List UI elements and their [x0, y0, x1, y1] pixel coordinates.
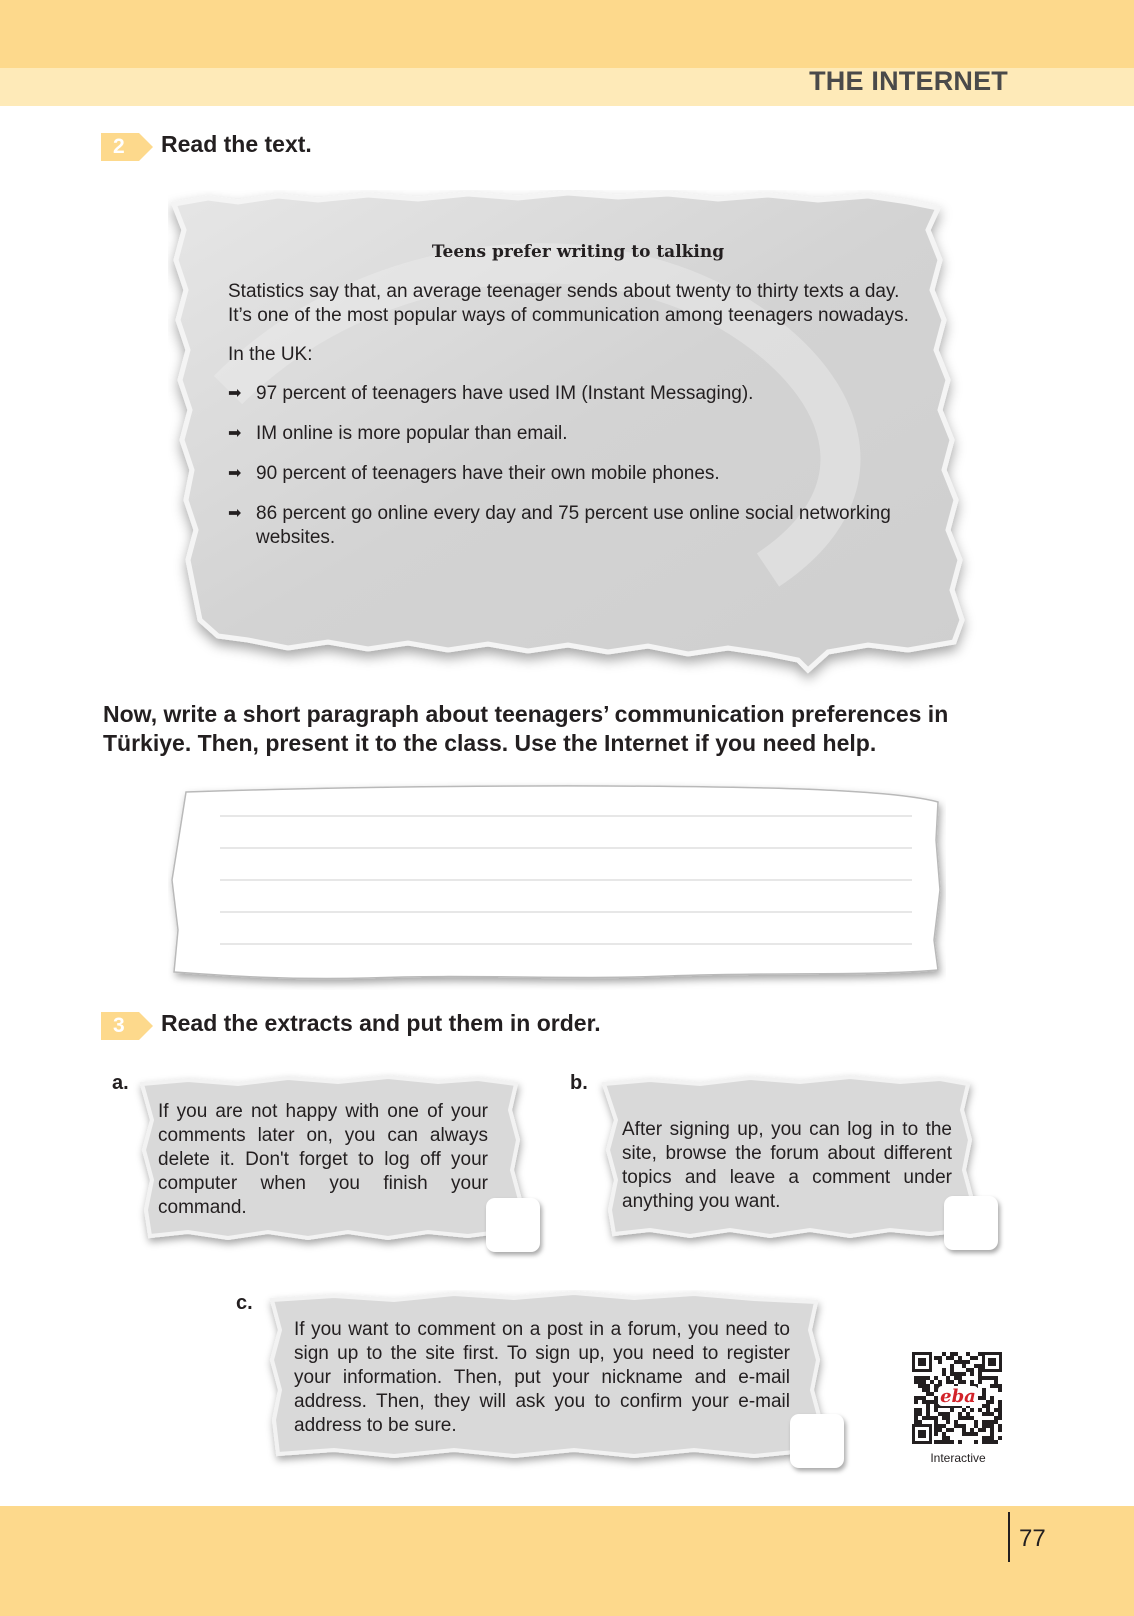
qr-pattern [912, 1352, 1002, 1444]
writing-instruction: Now, write a short paragraph about teenagers’ communication preferences in Türkiye. Then, present it to the class. Use the Internet if you need help. [103, 701, 949, 756]
article-intro: In the UK: [228, 344, 313, 365]
footer-band [0, 1506, 1134, 1616]
extract-b [570, 1070, 1010, 1258]
answer-box[interactable] [486, 1198, 540, 1252]
task-title: Read the extracts and put them in order. [161, 1010, 601, 1036]
list-item [228, 422, 928, 446]
list-item-text: 97 percent of teenagers have used IM (Instant Messaging). [256, 383, 754, 404]
extract-letter: b. [570, 1072, 588, 1094]
answer-box[interactable] [944, 1196, 998, 1250]
qr-code-icon[interactable] [912, 1352, 1002, 1444]
task-title: Read the text. [161, 131, 312, 157]
page-number: 77 [1008, 1512, 1046, 1562]
extract-text: After signing up, you can log in to the site, browse the forum about different topics and leave a comment under anything you want. [622, 1119, 952, 1212]
right-arrow-icon: ➡ [228, 505, 242, 522]
list-item-text: IM online is more popular than email. [256, 423, 568, 444]
task-number-badge: 2 [101, 133, 139, 161]
qr-caption: Interactive [930, 1451, 986, 1465]
chapter-title: THE INTERNET [809, 66, 1008, 96]
list-item [228, 502, 928, 550]
list-item [228, 382, 928, 406]
extract-c [234, 1290, 854, 1480]
list-item-text: 90 percent of teenagers have their own mobile phones. [256, 463, 720, 484]
extract-a [108, 1070, 548, 1258]
header-band [0, 0, 1134, 68]
article-paper [168, 190, 1016, 702]
article-title: Teens prefer writing to talking [431, 242, 725, 262]
list-item-text: 86 percent go online every day and 75 percent use online social networking websites. [256, 503, 891, 548]
right-arrow-icon: ➡ [228, 425, 242, 442]
right-arrow-icon: ➡ [228, 385, 242, 402]
right-arrow-icon: ➡ [228, 465, 242, 482]
article-content [228, 242, 928, 566]
writing-area[interactable] [168, 780, 946, 990]
list-item [228, 462, 928, 486]
extract-letter: c. [236, 1292, 253, 1314]
extract-text: If you want to comment on a post in a forum, you need to sign up to the site first. To sign up, you need to register your information. Then, put your nickname and e-mail address. Then, they will ask you to confirm your e-mail address to be sure. [294, 1319, 790, 1436]
article-paragraph: Statistics say that, an average teenager sends about twenty to thirty texts a day. It’s one of the most popular ways of communication among teenagers nowadays. [228, 281, 909, 326]
writing-box-shape [168, 780, 946, 990]
eba-logo: eba [940, 1386, 976, 1407]
task-number-badge: 3 [101, 1012, 139, 1040]
extract-text: If you are not happy with one of your comments later on, you can always delete it. Don't forget to log off your computer when you finish your command. [158, 1101, 488, 1218]
statistics-list [228, 382, 928, 550]
answer-box[interactable] [790, 1414, 844, 1468]
extract-letter: a. [112, 1072, 129, 1094]
